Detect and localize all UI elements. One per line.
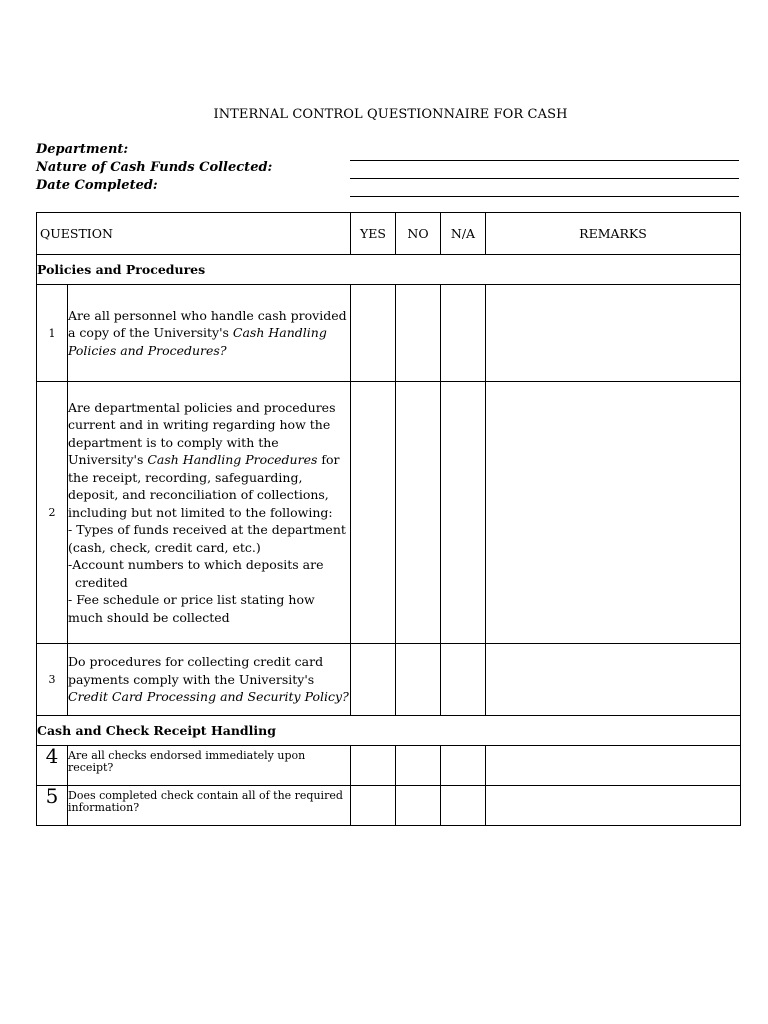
remarks-cell[interactable] (486, 746, 741, 786)
no-cell[interactable] (396, 644, 441, 716)
list-item-continuation: credited (75, 574, 128, 590)
header-no: NO (396, 213, 441, 255)
question-number: 1 (37, 285, 68, 382)
remarks-cell[interactable] (486, 786, 741, 826)
no-cell[interactable] (396, 382, 441, 644)
na-cell[interactable] (441, 644, 486, 716)
question-number: 3 (37, 644, 68, 716)
meta-labels (36, 141, 272, 195)
na-cell[interactable] (441, 285, 486, 382)
no-cell[interactable] (396, 746, 441, 786)
no-cell[interactable] (396, 786, 441, 826)
question-text: Do procedures for collecting credit card payments comply with the University's Credit Card Processing and Security Policy? (68, 644, 351, 716)
table-row (37, 786, 741, 826)
na-cell[interactable] (441, 786, 486, 826)
list-item: -Account numbers to which deposits are (68, 557, 324, 573)
questionnaire-table (36, 212, 741, 826)
remarks-cell[interactable] (486, 644, 741, 716)
table-row (37, 746, 741, 786)
nature-field-line[interactable] (350, 178, 739, 179)
date-field-line[interactable] (350, 196, 739, 197)
question-text: Are all personnel who handle cash provided a copy of the University's Cash Handling Policies and Procedures? (68, 285, 351, 382)
question-number: 2 (37, 382, 68, 644)
question-number: 5 (37, 786, 68, 826)
yes-cell[interactable] (351, 285, 396, 382)
document-title: INTERNAL CONTROL QUESTIONNAIRE FOR CASH (213, 107, 568, 122)
section-row (37, 716, 741, 746)
na-cell[interactable] (441, 746, 486, 786)
remarks-cell[interactable] (486, 382, 741, 644)
yes-cell[interactable] (351, 382, 396, 644)
section-row (37, 255, 741, 285)
section-title: Cash and Check Receipt Handling (37, 716, 741, 746)
remarks-cell[interactable] (486, 285, 741, 382)
question-number: 4 (37, 746, 68, 786)
department-field-line[interactable] (350, 160, 739, 161)
question-text: Are all checks endorsed immediately upon receipt? (68, 746, 351, 786)
section-title: Policies and Procedures (37, 255, 741, 285)
header-question: QUESTION (37, 213, 351, 255)
header-na: N/A (441, 213, 486, 255)
table-row (37, 644, 741, 716)
table-row (37, 382, 741, 644)
yes-cell[interactable] (351, 786, 396, 826)
table-row (37, 285, 741, 382)
department-label: Department: (36, 142, 129, 157)
header-remarks: REMARKS (486, 213, 741, 255)
header-yes: YES (351, 213, 396, 255)
list-item: - Fee schedule or price list stating how much should be collected (68, 592, 315, 625)
nature-label: Nature of Cash Funds Collected: (36, 160, 273, 175)
yes-cell[interactable] (351, 746, 396, 786)
na-cell[interactable] (441, 382, 486, 644)
question-text: Does completed check contain all of the required information? (68, 786, 351, 826)
table-header-row (37, 213, 741, 255)
yes-cell[interactable] (351, 644, 396, 716)
question-text: Are departmental policies and procedures current and in writing regarding how the department is to comply with the University's Cash Handling Procedures for the receipt, recording, safeguarding, deposit, and reconciliation of collections, including but not limited to the following: - Types of funds received at the department (cash, check, credit card, etc.) -Account numbers to which deposits are credited - Fee schedule or price list stating how much should be collected (68, 382, 351, 644)
date-label: Date Completed: (36, 178, 158, 193)
list-item: - Types of funds received at the department (cash, check, credit card, etc.) (68, 522, 346, 555)
no-cell[interactable] (396, 285, 441, 382)
